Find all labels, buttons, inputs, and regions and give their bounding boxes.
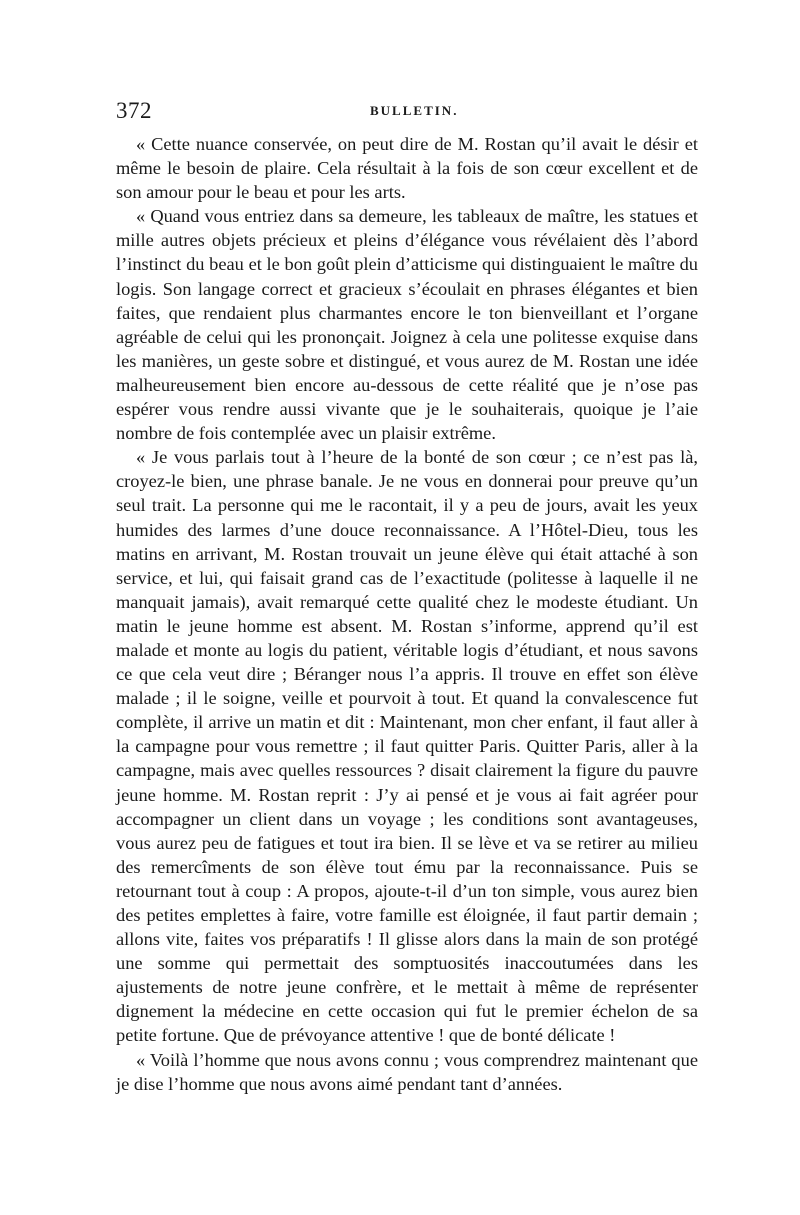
paragraph: « Cette nuance conservée, on peut dire de M. Rostan qu’il avait le désir et même le besoin de plaire. Cela résultait à la fois de son cœur excellent et de son amour pour le beau et pour les arts. — [116, 134, 698, 203]
paragraph: « Je vous parlais tout à l’heure de la bonté de son cœur ; ce n’est pas là, croyez-le bien, une phrase banale. Je ne vous en donnerai pour preuve qu’un seul trait. La personne qui me le racontait, il y a peu de jours, avait les yeux humides des larmes d’une douce reconnaissance. A l’Hôtel-Dieu, tous les matins en arrivant, M. Rostan trouvait un jeune élève qui était attaché à son service, et lui, qui faisait grand cas de l’exactitude (politesse à laquelle il ne manquait jamais), avait remarqué cette qualité chez le modeste étudiant. Un matin le jeune homme est absent. M. Rostan s’informe, apprend qu’il est malade et monte au logis du patient, véritable logis d’étudiant, et nous savons ce que cela veut dire ; Béranger nous l’a appris. Il trouve en effet son élève malade ; il le soigne, veille et pourvoit à tout. Et quand la convalescence fut complète, il arrive un matin et dit : Maintenant, mon cher enfant, il faut aller à la campagne pour vous remettre ; il faut quitter Paris. Quitter Paris, aller à la campagne, mais avec quelles ressources ? disait clairement la figure du pauvre jeune homme. M. Rostan reprit : J’y ai pensé et je vous ai fait agréer pour accompagner un client dans un voyage ; les conditions sont avantageuses, vous aurez peu de fatigues et tout ira bien. Il se lève et va se retirer au milieu des remercîments de son élève tout ému par la reconnaissance. Puis se retournant tout à coup : A propos, ajoute-t-il d’un ton simple, vous aurez bien des petites emplettes à faire, votre famille est éloignée, il faut partir demain ; allons vite, faites vos préparatifs ! Il glisse alors dans la main de son protégé une somme qui permettait des somptuosités inaccoutumées dans les ajustements de notre jeune confrère, et le mettait à même de représenter dignement la médecine en cette occasion qui fut le premier échelon de sa petite fortune. Que de prévoyance attentive ! que de bonté délicate ! — [116, 447, 698, 1046]
page-number: 372 — [116, 98, 152, 123]
paragraph: « Quand vous entriez dans sa demeure, les tableaux de maître, les statues et mille autres objets précieux et pleins d’élégance vous révélaient dès l’abord l’instinct du beau et le bon goût plein d’atticisme qui distinguaient le maître du logis. Son langage correct et gracieux s’écoulait en phrases élégantes et bien faites, que rendaient plus charmantes encore le ton bienveillant et l’organe agréable de celui qui les prononçait. Joignez à cela une politesse exquise dans les manières, un geste sobre et distingué, et vous aurez de M. Rostan une idée malheureusement bien encore au-dessous de cette réalité que je n’ose pas espérer vous rendre aussi vivante que je le souhaiterais, quoique je l’aie nombre de fois contemplée avec un plaisir extrême. — [116, 206, 698, 444]
page-header — [116, 98, 698, 128]
paragraph: « Voilà l’homme que nous avons connu ; vous comprendrez maintenant que je dise l’homme que nous avons aimé pendant tant d’années. — [116, 1049, 698, 1094]
running-title: BULLETIN. — [370, 103, 459, 118]
body-text — [116, 132, 698, 1096]
